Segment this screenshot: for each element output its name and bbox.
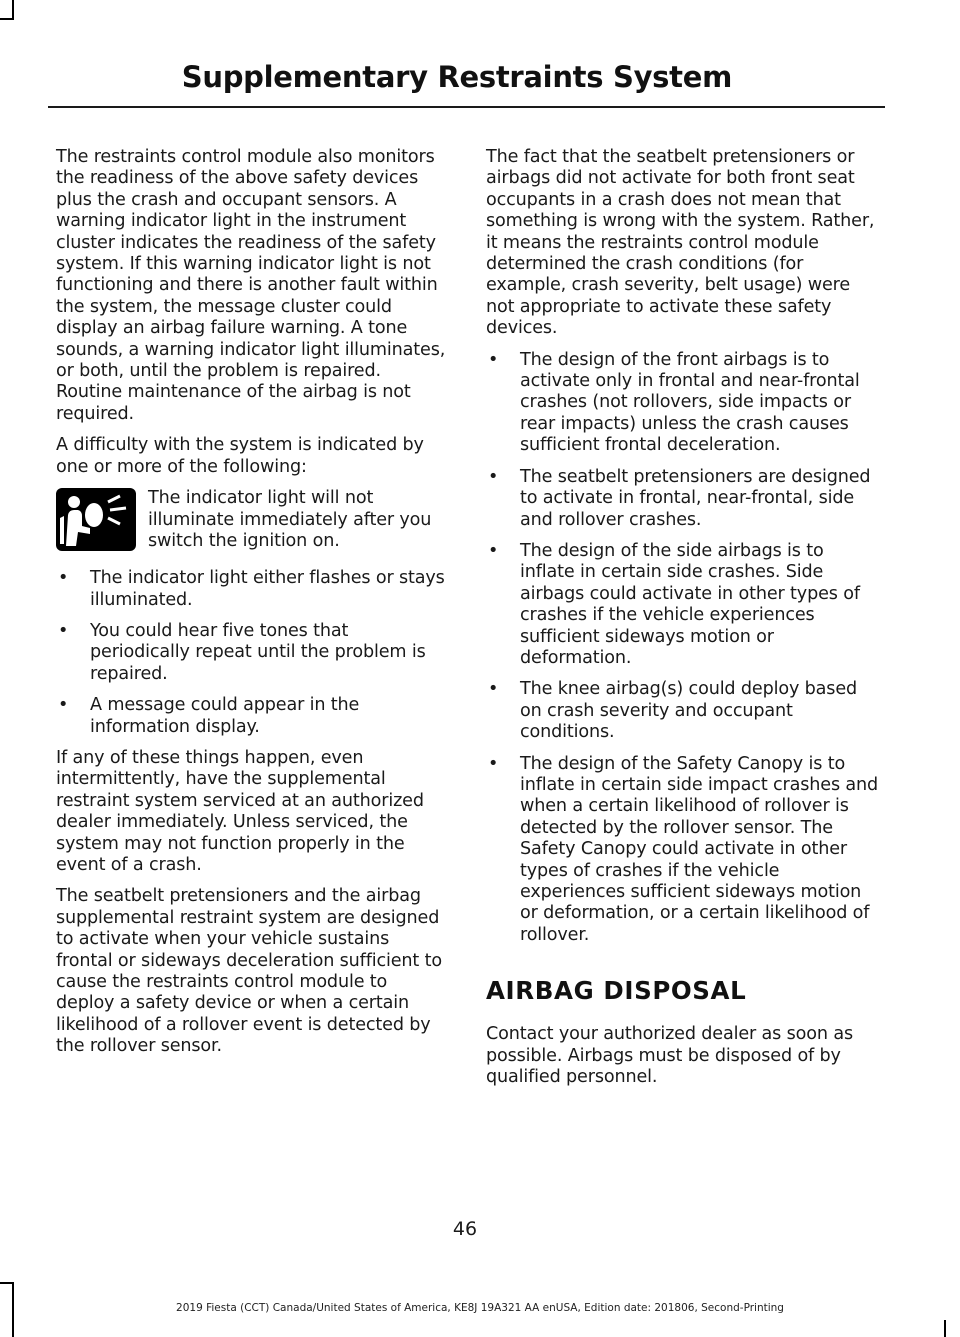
list-item-text: The design of the side airbags is to inflate in certain side crashes. Side airbags could activate in other types of crashes if the vehicle experiences sufficient sideways motion or deformation. — [520, 540, 860, 668]
indicator-row — [56, 488, 448, 558]
header-rule — [48, 106, 885, 108]
crop-mark-bottom-left-h — [0, 1282, 14, 1284]
bullet: • — [488, 753, 499, 774]
list-item — [56, 621, 448, 685]
left-column — [56, 147, 448, 1068]
list-item-text: The knee airbag(s) could deploy based on crash severity and occupant conditions. — [520, 679, 858, 743]
bullet: • — [58, 620, 69, 641]
list-item — [486, 541, 880, 669]
list-item-text: You could hear five tones that periodically repeat until the problem is repaired. — [90, 620, 426, 684]
list-item — [486, 754, 880, 947]
right-column — [486, 147, 880, 1098]
indicator-caption: The indicator light will not illuminate immediately after you switch the ignition on. — [148, 488, 432, 551]
page-number: 46 — [452, 1218, 478, 1240]
section-heading: AIRBAG DISPOSAL — [486, 976, 747, 1006]
list-item-text: The seatbelt pretensioners are designed to activate in frontal, near-frontal, side and rollover crashes. — [520, 466, 871, 530]
list-item — [56, 695, 448, 738]
bullet: • — [488, 349, 499, 370]
paragraph: The fact that the seatbelt pretensioners or airbags did not activate for both front seat occupants in a crash does not mean that something is wrong with the system. Rather, it means the restraints control module determined the crash conditions (for example, crash severity, belt usage) were not appropriate to activate these safety devices. — [486, 147, 875, 339]
paragraph: The restraints control module also monitors the readiness of the above safety devices plus the crash and occupant sensors. A warning indicator light in the instrument cluster indicates the readiness of the safety system. If this warning indicator light is not functioning and there is another fault within the system, the message cluster could display an airbag failure warning. A tone sounds, a warning indicator light illuminates, or both, until the problem is repaired. Routine maintenance of the airbag is not required. — [56, 147, 446, 424]
list-item — [486, 467, 880, 531]
list-item-text: The design of the Safety Canopy is to inflate in certain side impact crashes and when a certain likelihood of rollover is detected by the rollover sensor. The Safety Canopy could activate in other types of crashes if the vehicle experiences sufficient sideways motion or deformation, or a certain likelihood of rollover. — [520, 753, 879, 945]
symptom-list — [56, 568, 448, 738]
bullet: • — [58, 695, 69, 716]
list-item — [486, 350, 880, 457]
bullet: • — [488, 679, 499, 700]
bullet: • — [488, 540, 499, 561]
list-item — [486, 679, 880, 743]
list-item-text: A message could appear in the information display. — [90, 695, 360, 737]
paragraph: If any of these things happen, even intermittently, have the supplemental restraint system serviced at an authorized dealer immediately. Unless serviced, the system may not function properly in the event of a crash. — [56, 747, 424, 875]
footer-text: 2019 Fiesta (CCT) Canada/United States of America, KE8J 19A321 AA enUSA, Edition date: 201806, Second-Printing — [176, 1302, 784, 1314]
bullet: • — [488, 466, 499, 487]
crop-mark-bottom-right — [944, 1320, 946, 1337]
list-item — [56, 568, 448, 611]
crop-mark-top-left — [12, 0, 14, 20]
airbag-warning-icon — [56, 488, 136, 551]
bullet: • — [58, 568, 69, 589]
paragraph: The seatbelt pretensioners and the airbag supplemental restraint system are designed to activate when your vehicle sustains frontal or sideways deceleration sufficient to cause the restraints control module to deploy a safety device or when a certain likelihood of a rollover event is detected by the rollover sensor. — [56, 886, 442, 1057]
list-item-text: The indicator light either flashes or stays illuminated. — [90, 568, 445, 610]
design-list — [486, 350, 880, 947]
paragraph: Contact your authorized dealer as soon as possible. Airbags must be disposed of by qualified personnel. — [486, 1024, 853, 1088]
list-item-text: The design of the front airbags is to activate only in frontal and near-frontal crashes (not rollovers, side impacts or rear impacts) unless the crash causes sufficient frontal deceleration. — [520, 349, 860, 456]
crop-mark-top-left-h — [0, 18, 14, 20]
paragraph: A difficulty with the system is indicated by one or more of the following: — [56, 435, 424, 477]
page-title: Supplementary Restraints System — [181, 60, 732, 94]
